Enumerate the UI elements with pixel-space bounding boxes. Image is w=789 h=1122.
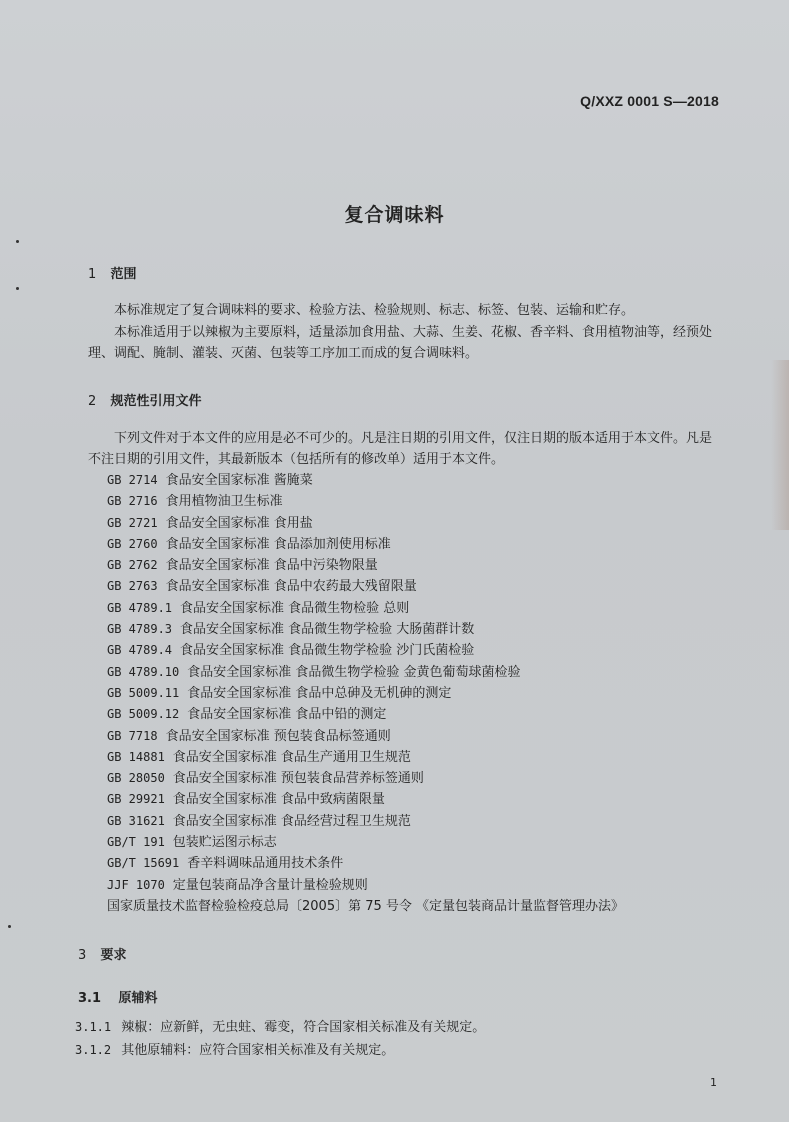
references-intro: 下列文件对于本文件的应用是必不可少的。凡是注日期的引用文件，仅注日期的版本适用于本文件。凡是不注日期的引用文件，其最新版本（包括所有的修改单）适用于本文件。 bbox=[88, 431, 713, 467]
reference-item: 国家质量技术监督检验检疫总局〔2005〕第 75 号令 《定量包装商品计量监督管理办法》 bbox=[107, 898, 625, 914]
section-heading-references bbox=[88, 390, 202, 409]
section-title: 规范性引用文件 bbox=[110, 394, 202, 409]
page-number: 1 bbox=[710, 1076, 717, 1089]
clause-3-1-1: 3.1.1 辣椒：应新鲜，无虫蛀、霉变，符合国家相关标准及有关规定。 bbox=[75, 1020, 486, 1035]
reference-item: GB 4789.4 食品安全国家标准 食品微生物学检验 沙门氏菌检验 bbox=[107, 643, 475, 659]
scan-speck bbox=[16, 287, 19, 290]
reference-item: GB 28050 食品安全国家标准 预包装食品营养标签通则 bbox=[107, 771, 424, 787]
reference-item: GB 2762 食品安全国家标准 食品中污染物限量 bbox=[107, 558, 378, 574]
paper-edge-stain bbox=[771, 360, 789, 530]
reference-item: JJF 1070 定量包装商品净含量计量检验规则 bbox=[107, 877, 368, 893]
document-title: 复合调味料 bbox=[344, 204, 445, 226]
scan-speck bbox=[8, 925, 11, 928]
subsection-title: 原辅料 bbox=[118, 991, 158, 1006]
reference-item: GB 4789.10 食品安全国家标准 食品微生物学检验 金黄色葡萄球菌检验 bbox=[107, 664, 521, 680]
reference-item: GB/T 191 包装贮运图示标志 bbox=[107, 835, 277, 851]
clause-3-1-2: 3.1.2 其他原辅料：应符合国家相关标准及有关规定。 bbox=[75, 1043, 395, 1058]
section-number: 2 bbox=[88, 394, 97, 409]
reference-item: GB 29921 食品安全国家标准 食品中致病菌限量 bbox=[107, 792, 385, 808]
section-number: 1 bbox=[88, 267, 97, 282]
reference-item: GB 5009.11 食品安全国家标准 食品中总砷及无机砷的测定 bbox=[107, 685, 452, 701]
reference-list bbox=[107, 470, 624, 917]
section-number: 3 bbox=[78, 948, 87, 963]
scope-paragraph-1: 本标准规定了复合调味料的要求、检验方法、检验规则、标志、标签、包装、运输和贮存。 bbox=[114, 303, 635, 318]
reference-item: GB/T 15691 香辛料调味品通用技术条件 bbox=[107, 856, 344, 872]
reference-item: GB 4789.3 食品安全国家标准 食品微生物学检验 大肠菌群计数 bbox=[107, 622, 475, 638]
reference-item: GB 2721 食品安全国家标准 食用盐 bbox=[107, 515, 313, 531]
reference-item: GB 5009.12 食品安全国家标准 食品中铅的测定 bbox=[107, 707, 387, 723]
standard-code: Q/XXZ 0001 S—2018 bbox=[580, 93, 719, 109]
reference-item: GB 2760 食品安全国家标准 食品添加剂使用标准 bbox=[107, 536, 391, 552]
section-heading-requirements bbox=[78, 944, 127, 963]
reference-item: GB 31621 食品安全国家标准 食品经营过程卫生规范 bbox=[107, 813, 411, 829]
reference-item: GB 14881 食品安全国家标准 食品生产通用卫生规范 bbox=[107, 749, 411, 765]
section-heading-scope bbox=[88, 263, 137, 282]
subsection-number: 3.1 bbox=[78, 991, 102, 1006]
reference-item: GB 4789.1 食品安全国家标准 食品微生物检验 总则 bbox=[107, 600, 410, 616]
reference-item: GB 2716 食用植物油卫生标准 bbox=[107, 494, 283, 510]
reference-item: GB 2763 食品安全国家标准 食品中农药最大残留限量 bbox=[107, 579, 417, 595]
reference-item: GB 2714 食品安全国家标准 酱腌菜 bbox=[107, 473, 313, 488]
scan-speck bbox=[16, 240, 19, 243]
scope-paragraph-2: 本标准适用于以辣椒为主要原料，适量添加食用盐、大蒜、生姜、花椒、香辛料、食用植物油等，经预处理、调配、腌制、灌装、灭菌、包装等工序加工而成的复合调味料。 bbox=[88, 325, 713, 361]
reference-item: GB 7718 食品安全国家标准 预包装食品标签通则 bbox=[107, 728, 391, 744]
section-title: 范围 bbox=[110, 267, 137, 282]
section-title: 要求 bbox=[100, 948, 127, 963]
subsection-heading-raw-materials bbox=[78, 987, 158, 1006]
